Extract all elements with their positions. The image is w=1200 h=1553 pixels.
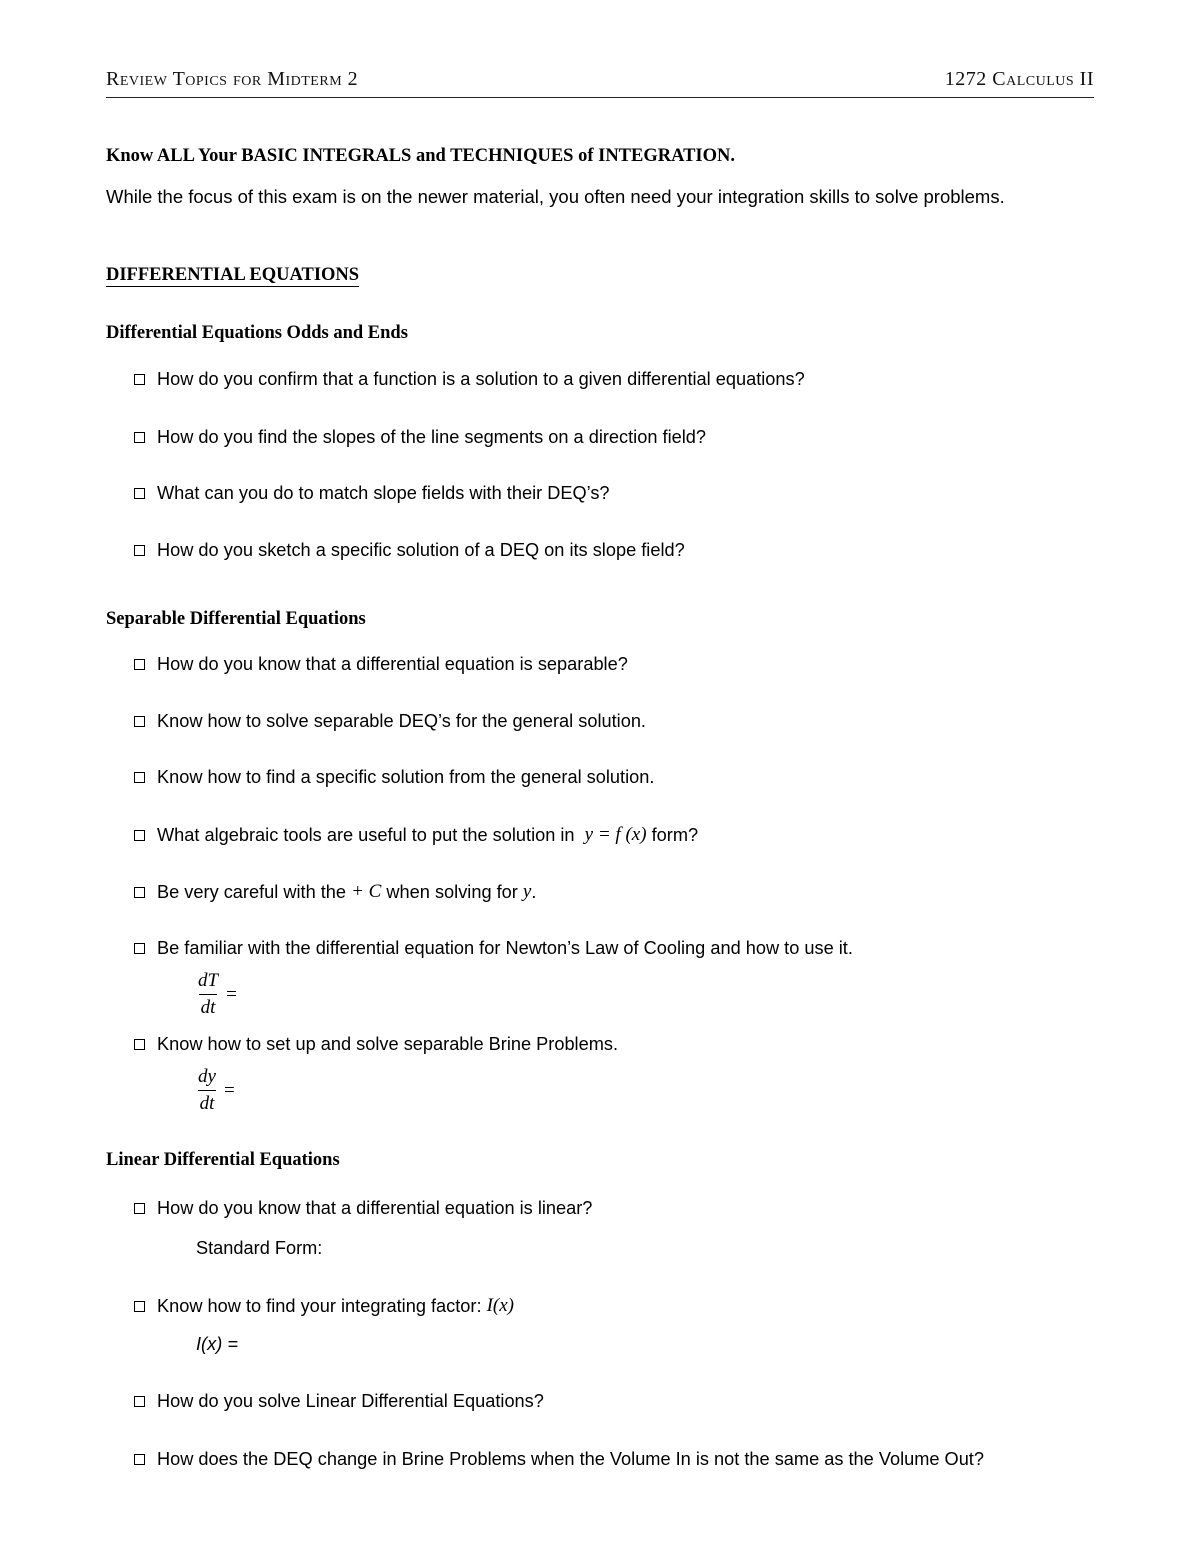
item-text: Know how to set up and solve separable Brine Problems.: [157, 1034, 619, 1054]
math-expression: I(x): [486, 1295, 515, 1316]
checklist-item: [134, 540, 685, 561]
fraction-dT-dt: [196, 968, 237, 1021]
checklist-item: [134, 369, 805, 390]
fraction-denominator: dt: [199, 994, 218, 1021]
intro-bold: Know ALL Your BASIC INTEGRALS and TECHNIQUES of INTEGRATION.: [106, 146, 736, 166]
checklist-item: [134, 881, 536, 903]
checkbox-icon[interactable]: [134, 887, 145, 898]
checklist-item: [134, 1295, 514, 1317]
checklist-item: [134, 1198, 592, 1219]
header-rule: [106, 97, 1094, 98]
item-text: Be very careful with the: [157, 881, 347, 902]
equals-sign: =: [226, 983, 237, 1005]
checkbox-icon[interactable]: [134, 374, 145, 385]
checkbox-icon[interactable]: [134, 432, 145, 443]
item-text: Know how to find your integrating factor:: [157, 1295, 482, 1316]
odds-heading: Differential Equations Odds and Ends: [106, 323, 408, 343]
equals-sign: =: [223, 1079, 235, 1101]
checkbox-icon[interactable]: [134, 943, 145, 954]
integrating-factor-expression: I(x) =: [196, 1334, 238, 1354]
checklist-item: [134, 711, 646, 732]
checkbox-icon[interactable]: [134, 830, 145, 841]
math-expression: + C: [351, 881, 382, 902]
item-text: How do you know that a differential equation is linear?: [157, 1198, 593, 1218]
checkbox-icon[interactable]: [134, 1203, 145, 1214]
checkbox-icon[interactable]: [134, 1301, 145, 1312]
item-text: How do you confirm that a function is a solution to a given differential equations?: [157, 369, 805, 389]
checklist-item: [134, 1391, 544, 1412]
checkbox-icon[interactable]: [134, 659, 145, 670]
checklist-item: [134, 1034, 618, 1055]
item-text: How do you find the slopes of the line segments on a direction field?: [157, 427, 706, 447]
item-text: How does the DEQ change in Brine Problems when the Volume In is not the same as the Volume Out?: [157, 1449, 984, 1469]
item-text: How do you sketch a specific solution of a DEQ on its slope field?: [157, 540, 685, 560]
item-text: How do you know that a differential equation is separable?: [157, 654, 628, 674]
checklist-item: [134, 427, 706, 448]
checklist-item: [134, 483, 610, 504]
standard-form-label: Standard Form:: [196, 1238, 323, 1258]
section-title: DIFFERENTIAL EQUATIONS: [106, 265, 360, 285]
item-text: Know how to solve separable DEQ’s for the general solution.: [157, 711, 646, 731]
fraction-dy-dt: [196, 1064, 235, 1117]
separable-heading: Separable Differential Equations: [106, 609, 366, 629]
item-text: What can you do to match slope fields with their DEQ’s?: [157, 483, 610, 503]
fraction-numerator: dy: [198, 1066, 216, 1087]
checklist-item: [134, 767, 654, 788]
fraction-denominator: dt: [198, 1090, 217, 1117]
math-expression: y = f (x): [584, 824, 647, 845]
checklist-item: [134, 1449, 984, 1470]
item-text: What algebraic tools are useful to put the solution in: [157, 824, 575, 845]
checkbox-icon[interactable]: [134, 1039, 145, 1050]
checklist-item: [134, 654, 628, 675]
checkbox-icon[interactable]: [134, 1396, 145, 1407]
item-text: Be familiar with the differential equation for Newton’s Law of Cooling and how to use it.: [157, 938, 853, 958]
checklist-item: [134, 938, 853, 959]
linear-heading: Linear Differential Equations: [106, 1150, 340, 1170]
checkbox-icon[interactable]: [134, 716, 145, 727]
item-text: when solving for: [386, 881, 518, 902]
math-variable: y: [522, 881, 532, 902]
item-text: Know how to find a specific solution from the general solution.: [157, 767, 655, 787]
checkbox-icon[interactable]: [134, 545, 145, 556]
checkbox-icon[interactable]: [134, 772, 145, 783]
checkbox-icon[interactable]: [134, 1454, 145, 1465]
intro-text: While the focus of this exam is on the newer material, you often need your integration skills to solve problems.: [106, 186, 1005, 207]
header-left: Review Topics for Midterm 2: [106, 68, 359, 90]
item-text: form?: [651, 824, 699, 845]
checkbox-icon[interactable]: [134, 488, 145, 499]
header-right: 1272 Calculus II: [944, 68, 1094, 90]
fraction-numerator: dT: [198, 970, 219, 991]
checklist-item: [134, 824, 698, 846]
item-text: How do you solve Linear Differential Equations?: [157, 1391, 544, 1411]
item-text: .: [531, 881, 537, 902]
